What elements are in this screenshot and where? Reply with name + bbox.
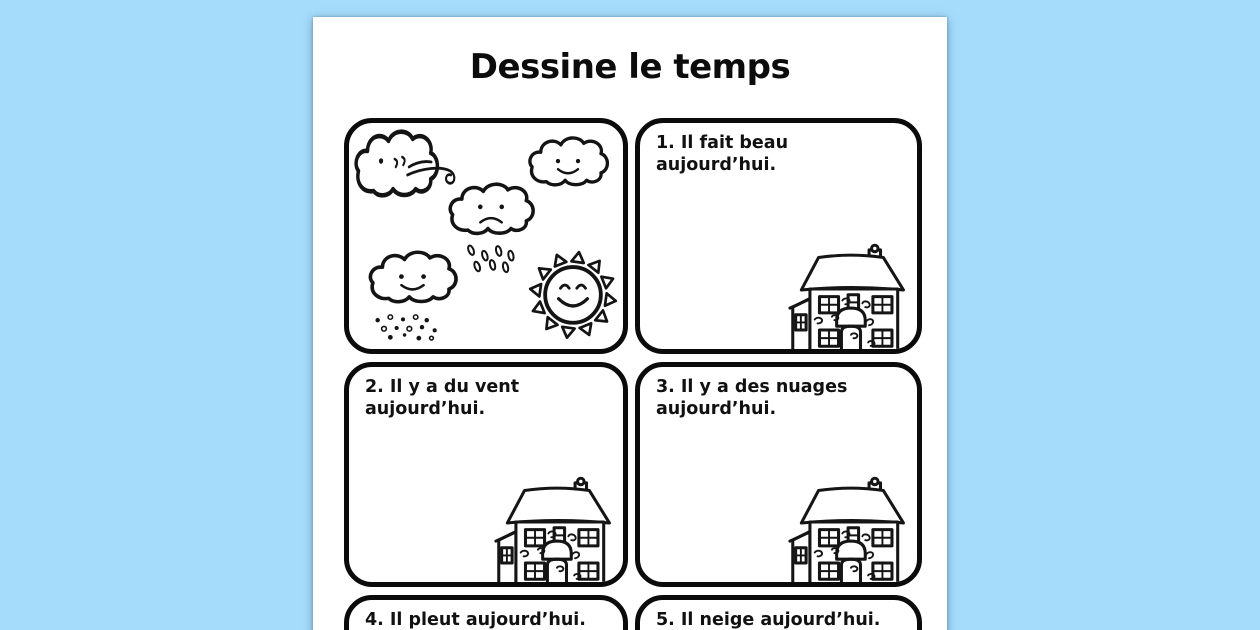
worksheet-page <box>313 17 947 630</box>
happy-cloud-icon <box>525 133 611 195</box>
house-icon <box>788 476 912 587</box>
weather-pictures-panel <box>344 118 628 354</box>
prompt-text-3: 3. Il y a des nuages aujourd’hui. <box>656 377 848 419</box>
snow-cloud-icon <box>365 247 460 342</box>
sun-icon <box>525 245 621 341</box>
prompt-text-2: 2. Il y a du vent aujourd’hui. <box>365 377 520 419</box>
house-icon <box>788 243 912 354</box>
prompt-text-1: 1. Il fait beau aujourd’hui. <box>656 133 789 175</box>
house-icon <box>494 476 618 587</box>
answer-panel-5 <box>635 595 922 630</box>
answer-panel-4 <box>344 595 628 630</box>
answer-panel-3 <box>635 362 922 587</box>
answer-panel-1 <box>635 118 922 354</box>
worksheet-title: Dessine le temps <box>469 47 791 87</box>
answer-panel-2 <box>344 362 628 587</box>
prompt-text-4: 4. Il pleut aujourd’hui. <box>365 610 586 630</box>
prompt-text-5: 5. Il neige aujourd’hui. <box>656 610 881 630</box>
